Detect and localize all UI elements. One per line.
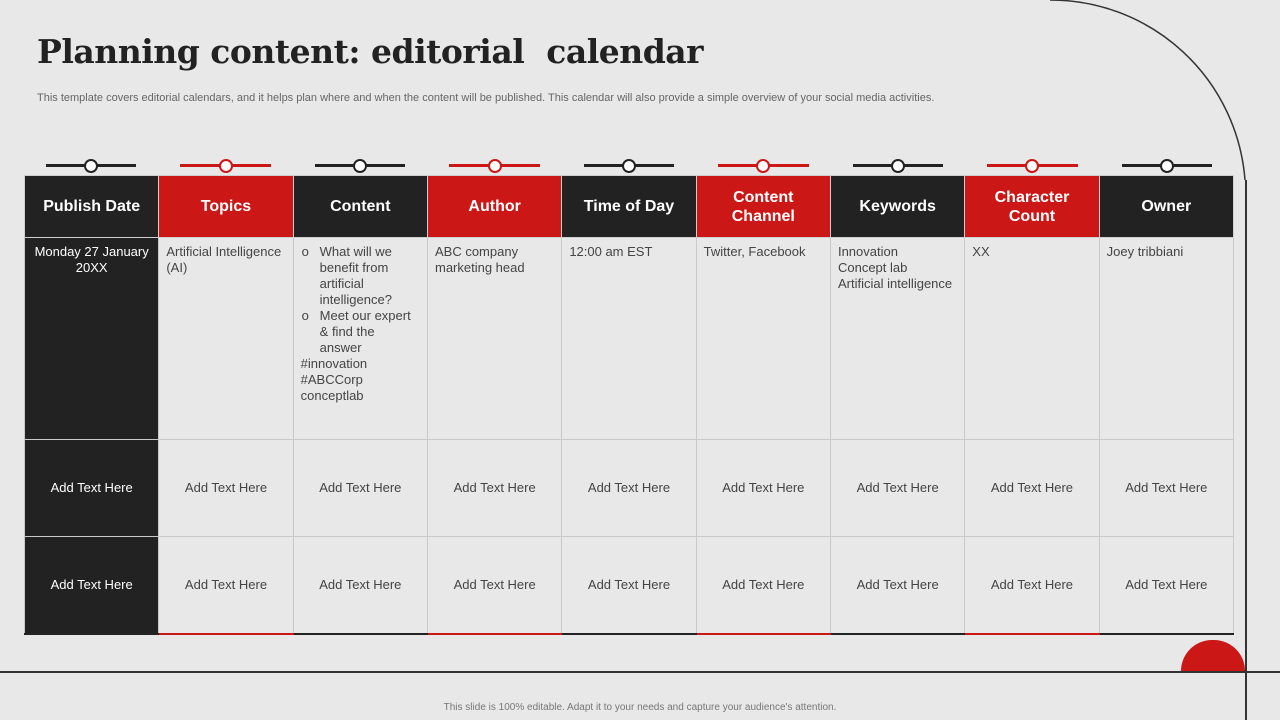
footer-note: This slide is 100% editable. Adapt it to your needs and capture your audience's attention. [443, 702, 837, 713]
header-content: Content [293, 176, 427, 238]
cell-owner: Joey tribbiani [1099, 238, 1233, 440]
placeholder-cell: Add Text Here [1099, 537, 1233, 635]
keyword: Artificial intelligence [837, 276, 953, 291]
placeholder-cell: Add Text Here [159, 440, 293, 537]
page-subtitle: This template covers editorial calendars, and it helps plan where and when the content will be published. This calendar will also provide a simple overview of your social media activities. [37, 92, 935, 104]
cell-content-channel: Twitter, Facebook [696, 238, 830, 440]
hashtag: #innovation [300, 356, 368, 371]
header-time-of-day: Time of Day [562, 176, 696, 238]
placeholder-cell: Add Text Here [965, 537, 1099, 635]
list-item: o Meet our expert & find the answer [301, 308, 420, 356]
column-marker [562, 157, 696, 175]
cell-keywords [830, 238, 964, 440]
placeholder-cell: Add Text Here [562, 537, 696, 635]
placeholder-cell: Add Text Here [293, 537, 427, 635]
placeholder-cell: Add Text Here [696, 537, 830, 635]
column-marker [293, 157, 427, 175]
table-row [25, 537, 1234, 635]
placeholder-cell: Add Text Here [293, 440, 427, 537]
placeholder-cell: Add Text Here [696, 440, 830, 537]
placeholder-cell: Add Text Here [562, 440, 696, 537]
column-marker [158, 157, 292, 175]
header-topics: Topics [159, 176, 293, 238]
header-author: Author [427, 176, 561, 238]
hashtag: #ABCCorp [300, 372, 363, 387]
cell-time-of-day: 12:00 am EST [562, 238, 696, 440]
content-bullet-list [301, 244, 420, 356]
column-marker [965, 157, 1099, 175]
column-marker [24, 157, 158, 175]
list-item: o What will we benefit from artificial intelligence? [301, 244, 420, 308]
placeholder-cell: Add Text Here [159, 537, 293, 635]
column-marker [831, 157, 965, 175]
placeholder-cell: Add Text Here [965, 440, 1099, 537]
column-marker [1100, 157, 1234, 175]
cell-publish-date: Monday 27 January 20XX [25, 238, 159, 440]
placeholder-cell: Add Text Here [25, 440, 159, 537]
decorative-vertical-line [1245, 180, 1247, 720]
placeholder-cell: Add Text Here [830, 440, 964, 537]
placeholder-cell: Add Text Here [427, 440, 561, 537]
column-marker [427, 157, 561, 175]
column-marker [696, 157, 830, 175]
header-keywords: Keywords [830, 176, 964, 238]
header-owner: Owner [1099, 176, 1233, 238]
hashtag: conceptlab [300, 388, 364, 403]
header-character-count: Character Count [965, 176, 1099, 238]
decorative-red-semicircle [1181, 640, 1245, 671]
cell-author: ABC company marketing head [427, 238, 561, 440]
placeholder-cell: Add Text Here [25, 537, 159, 635]
placeholder-cell: Add Text Here [427, 537, 561, 635]
placeholder-cell: Add Text Here [1099, 440, 1233, 537]
cell-topics: Artificial Intelligence (AI) [159, 238, 293, 440]
header-row [25, 176, 1234, 238]
header-content-channel: Content Channel [696, 176, 830, 238]
decorative-horizontal-line [0, 671, 1280, 673]
keyword: Concept lab [837, 260, 908, 275]
header-publish-date: Publish Date [25, 176, 159, 238]
table-row [25, 238, 1234, 440]
cell-character-count: XX [965, 238, 1099, 440]
editorial-calendar-table [24, 175, 1234, 635]
placeholder-cell: Add Text Here [830, 537, 964, 635]
keyword: Innovation [837, 244, 898, 259]
column-markers [24, 157, 1234, 175]
table-row [25, 440, 1234, 537]
page-title: Planning content: editorial calendar [37, 32, 704, 71]
cell-content [293, 238, 427, 440]
